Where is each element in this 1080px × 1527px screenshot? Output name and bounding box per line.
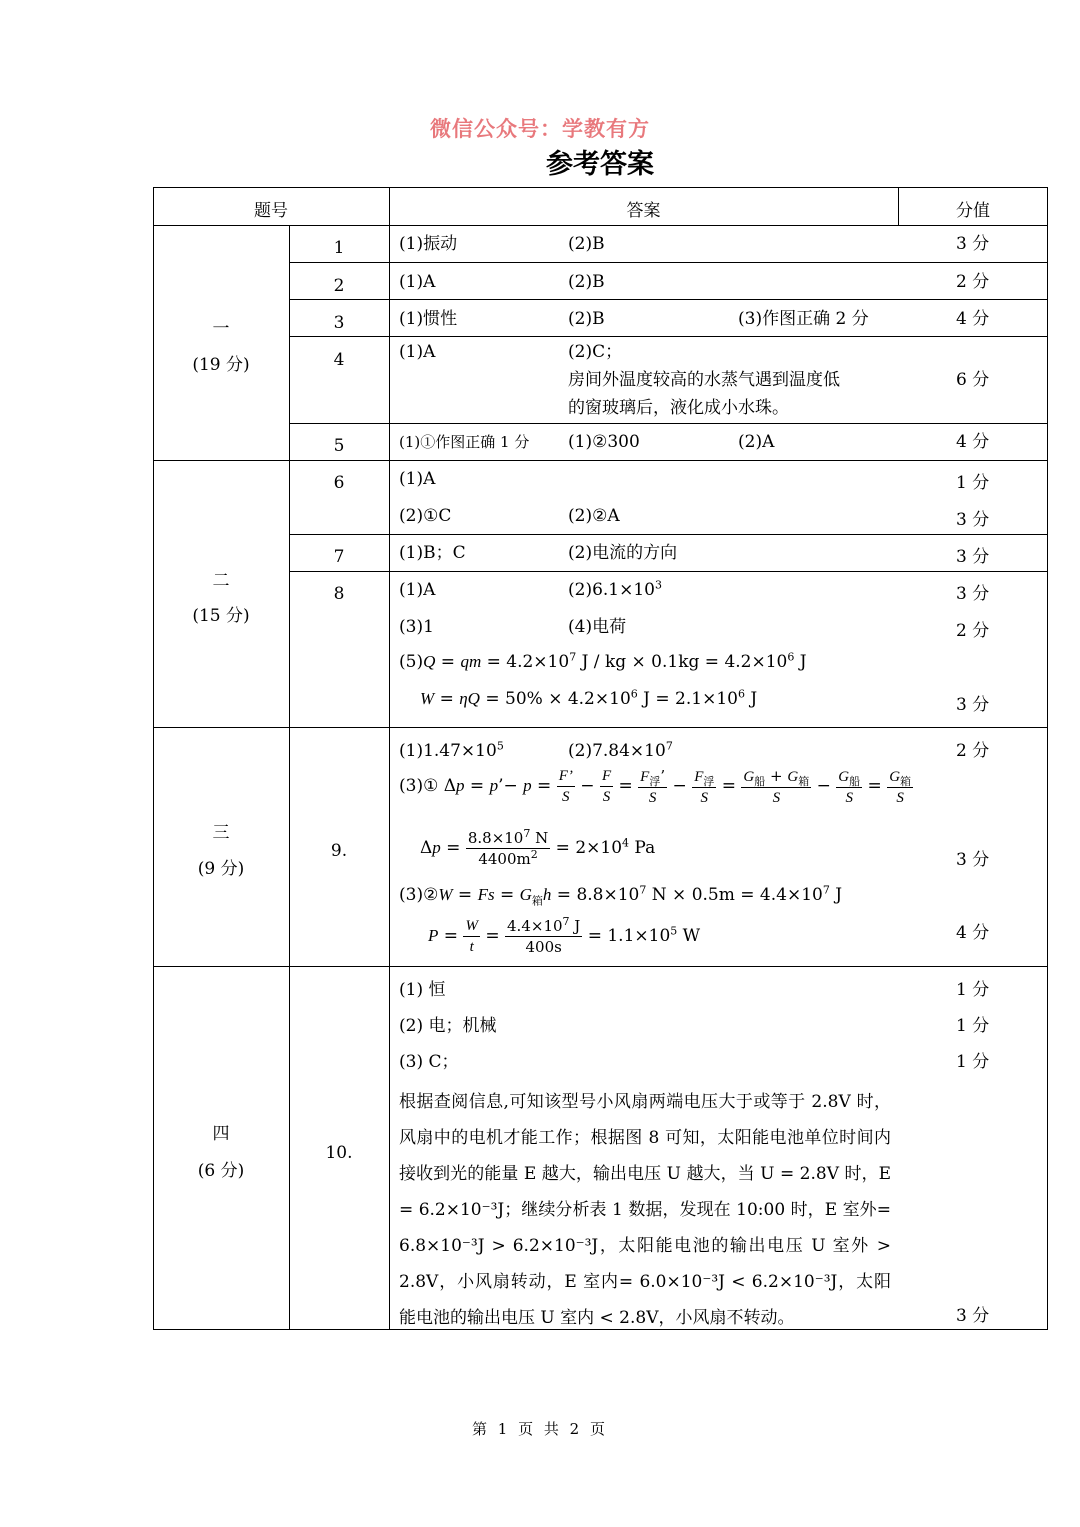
row-divider [154, 225, 1047, 226]
score-value: 1 分 [956, 1052, 990, 1072]
header-answer: 答案 [626, 201, 661, 221]
score-value: 3 分 [956, 234, 990, 254]
exponent: 7 [665, 739, 673, 753]
question-number: 6 [333, 473, 345, 493]
answer-text: (1)②300 [568, 432, 640, 452]
row-divider [289, 262, 1047, 263]
answer-text: (4)电荷 [568, 617, 627, 637]
answer-text: (1)①作图正确 1 分 [399, 433, 530, 451]
answer-text: (2)B [568, 234, 605, 254]
section-label: 四 [212, 1124, 230, 1144]
formula-work: $W = \eta Q = 50\% \times 4.2\times 10^6$ $J = 2.1\times 10^6$ J [420, 687, 758, 709]
answer-text: (3)1 [399, 617, 434, 637]
answer-text: (1)惯性 [399, 309, 458, 329]
formula-pressure: (3)① Δp = p’− p = $\frac{F’}{S}$ − $\frac{F}{S}$ = $\frac{F_浮’}{S}$ − $\frac{F_浮}{S}$ = $\frac{G_船 + G_箱}{S}$ − $\frac{G_船}{S}$ = $\frac{G_箱}{S}$ [399, 766, 912, 806]
page-footer: 第 1 页 共 2 页 [472, 1420, 608, 1438]
col-divider [389, 188, 390, 1329]
question-number: 1 [333, 238, 345, 258]
section-points: (15 分) [192, 606, 250, 626]
question-number: 4 [333, 350, 345, 370]
watermark: 微信公众号：学教有方 [430, 116, 650, 141]
section-label: 三 [212, 823, 230, 843]
section-points: (6 分) [197, 1161, 245, 1181]
score-value: 4 分 [956, 309, 990, 329]
answer-text: (1)A [399, 272, 436, 292]
formula-work: (3)②W = $Fs = G_箱h = 8.8\times 10^7$ $N \times 0.5m = 4.4\times 10^7$ J [399, 883, 843, 908]
section-points: (9 分) [197, 859, 245, 879]
row-divider [154, 727, 1047, 728]
question-number: 9. [330, 841, 348, 861]
score-value: 3 分 [956, 850, 990, 870]
question-number: 3 [333, 313, 345, 333]
section-label: 二 [212, 571, 230, 591]
page-title: 参考答案 [546, 149, 654, 180]
answer-text: (3)作图正确 2 分 [738, 309, 869, 329]
answer-text: (2)电流的方向 [568, 543, 678, 563]
header-num: 题号 [254, 201, 288, 221]
answer-base: (2)6.1×10 [568, 580, 655, 600]
answer-text [568, 579, 662, 601]
answer-base: (2)7.84×10 [568, 741, 666, 761]
section-label: 一 [212, 319, 230, 339]
row-divider [289, 299, 1047, 300]
answer-paragraph: 根据查阅信息,可知该型号小风扇两端电压大于或等于 2.8V 时，风扇中的电机才能工作；根据图 8 可知，太阳能电池单位时间内接收到光的能量 E 越大，输出电压 U 越大，当 U = 2.8V 时，E = 6.2×10⁻³J；继续分析表 1 数据，发现在 10:00 时，E 室外= 6.8×10⁻³J > 6.2×10⁻³J，太阳能电池的输出电压 U 室外 > 2.8V，小风扇转动，E 室内= 6.0×10⁻³J < 6.2×10⁻³J，太阳能电池的输出电压 U 室内 < 2.8V，小风扇不转动。 [399, 1092, 891, 1328]
score-value: 2 分 [956, 621, 990, 641]
answer-text: (2)①C [399, 506, 452, 526]
score-value: 1 分 [956, 980, 990, 1000]
row-divider [289, 423, 1047, 424]
answer-text: (1)振动 [399, 234, 458, 254]
answer-text: (1) 恒 [399, 980, 446, 1000]
answer-label: (3)① [399, 776, 439, 796]
exponent: 5 [496, 739, 504, 753]
question-number: 8 [333, 584, 345, 604]
answer-text: (2)A [738, 432, 775, 452]
answer-text: (1)A [399, 469, 436, 489]
answer-text: (2)C； [568, 342, 623, 362]
row-divider [289, 336, 1047, 337]
formula-power: P = $\frac{W}{t}$ = $\frac{4.4\times 10^7 J}{400s}$ = $1.1\times 10^5$ W [428, 915, 701, 956]
answer-text: 房间外温度较高的水蒸气遇到温度低 [568, 370, 840, 390]
score-value: 1 分 [956, 473, 990, 493]
score-value: 2 分 [956, 741, 990, 761]
score-value: 6 分 [956, 370, 990, 390]
question-number: 7 [333, 547, 345, 567]
answer-text [568, 740, 673, 762]
exponent: 3 [655, 578, 662, 592]
section-points: (19 分) [192, 355, 250, 375]
answer-text: 的窗玻璃后，液化成小水珠。 [568, 398, 789, 418]
answer-text: (2) 电；机械 [399, 1016, 497, 1036]
score-value: 2 分 [956, 272, 990, 292]
question-number: 5 [333, 436, 345, 456]
score-value: 3 分 [956, 510, 990, 530]
answer-text: (3) C； [399, 1052, 459, 1072]
score-value: 4 分 [956, 923, 990, 943]
answer-text: (2)B [568, 309, 605, 329]
score-value: 3 分 [956, 547, 990, 567]
answer-label: (3)② [399, 885, 439, 905]
score-value: 3 分 [956, 695, 990, 715]
row-divider [289, 571, 1047, 572]
formula-heat: (5)Q = qm = $4.2\times 10^7$ J / kg × $0.1kg = 4.2\times 10^6$ J [399, 650, 807, 672]
row-divider [154, 966, 1047, 967]
score-value: 4 分 [956, 432, 990, 452]
question-number: 10. [325, 1143, 353, 1163]
answer-text [399, 740, 504, 762]
header-score: 分值 [956, 201, 990, 221]
score-value: 3 分 [956, 584, 990, 604]
row-divider [154, 460, 1047, 461]
question-number: 2 [333, 276, 345, 296]
row-divider [289, 534, 1047, 535]
answer-text: (2)B [568, 272, 605, 292]
formula-pressure-value: Δp = $\frac{8.8\times 10^7 N}{4400m^2}$ = $2\times 10^4$ Pa [420, 827, 656, 868]
score-value: 1 分 [956, 1016, 990, 1036]
answer-base: (1)1.47×10 [399, 741, 497, 761]
answer-text: (2)②A [568, 506, 620, 526]
answer-text: (1)B；C [399, 543, 466, 563]
answer-text: (1)A [399, 342, 436, 362]
answer-text: (1)A [399, 580, 436, 600]
score-value: 3 分 [956, 1306, 990, 1326]
